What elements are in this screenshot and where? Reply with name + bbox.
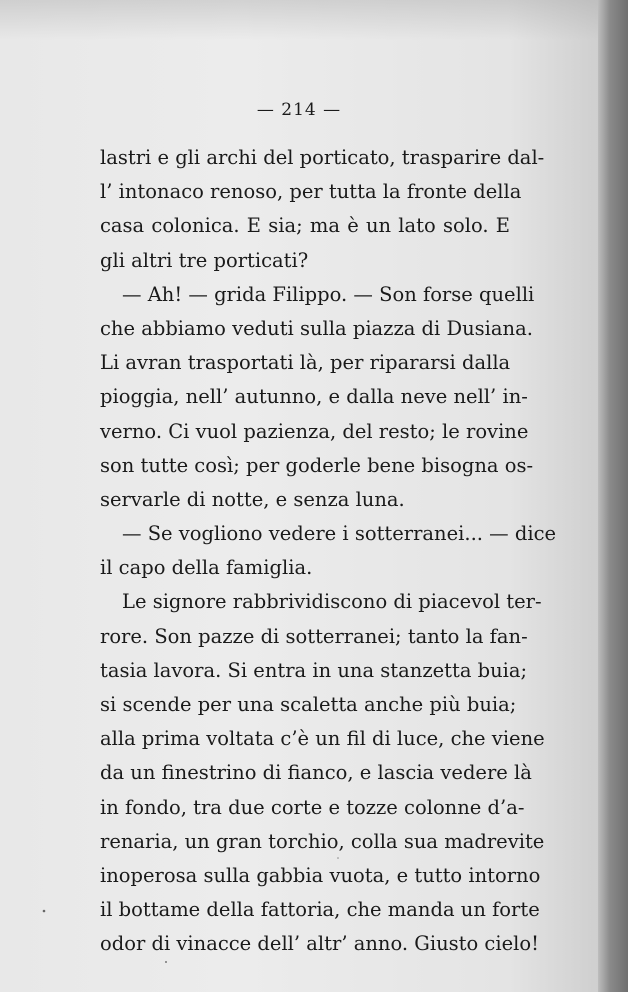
text-line: l’ intonaco renoso, per tutta la fronte della [100,180,522,204]
text-line: lastri e gli archi del porticato, trasparire dal- [100,146,545,169]
text-line: pioggia, nell’ autunno, e dalla neve nell’ in- [100,385,528,409]
book-spine-edge [598,0,628,992]
text-line: gli altri tre porticati? [100,248,309,272]
text-line: da un finestrino di fianco, e lascia vedere là [100,761,532,785]
text-line: servarle di notte, e senza luna. [100,487,405,511]
text-line: Le signore rabbrividiscono di piacevol ter- [122,590,542,614]
text-line: verno. Ci vuol pazienza, del resto; le rovine [100,419,529,443]
text-line: Li avran trasportati là, per ripararsi dalla [100,351,511,375]
text-line: renaria, un gran torchio, colla sua madrevite [100,829,545,853]
text-line: si scende per una scaletta anche più buia; [100,693,517,716]
text-line: casa colonica. E sia; ma è un lato solo. E [100,214,510,238]
text-line: alla prima voltata c’è un fil di luce, che viene [100,727,545,751]
page-number: — 214 — [256,100,342,120]
body-text [100,141,557,962]
text-line: tasia lavora. Si entra in una stanzetta buia; [100,658,528,682]
text-line: in fondo, tra due corte e tozze colonne d’a- [100,795,525,819]
text-line: — Se vogliono vedere i sotterranei... — dice [122,522,557,546]
text-line: odor di vinacce dell’ altr’ anno. Giusto cielo! [100,932,539,956]
text-line: che abbiamo veduti sulla piazza di Dusiana. [100,316,533,340]
text-line: — Ah! — grida Filippo. — Son forse quelli [122,282,535,306]
text-line: inoperosa sulla gabbia vuota, e tutto intorno [100,863,541,887]
text-line: son tutte così; per goderle bene bisogna os- [100,453,534,477]
text-line: rore. Son pazze di sotterranei; tanto la fan- [100,624,528,648]
text-line: il bottame della fattoria, che manda un forte [100,898,540,922]
text-line: il capo della famiglia. [100,556,313,580]
